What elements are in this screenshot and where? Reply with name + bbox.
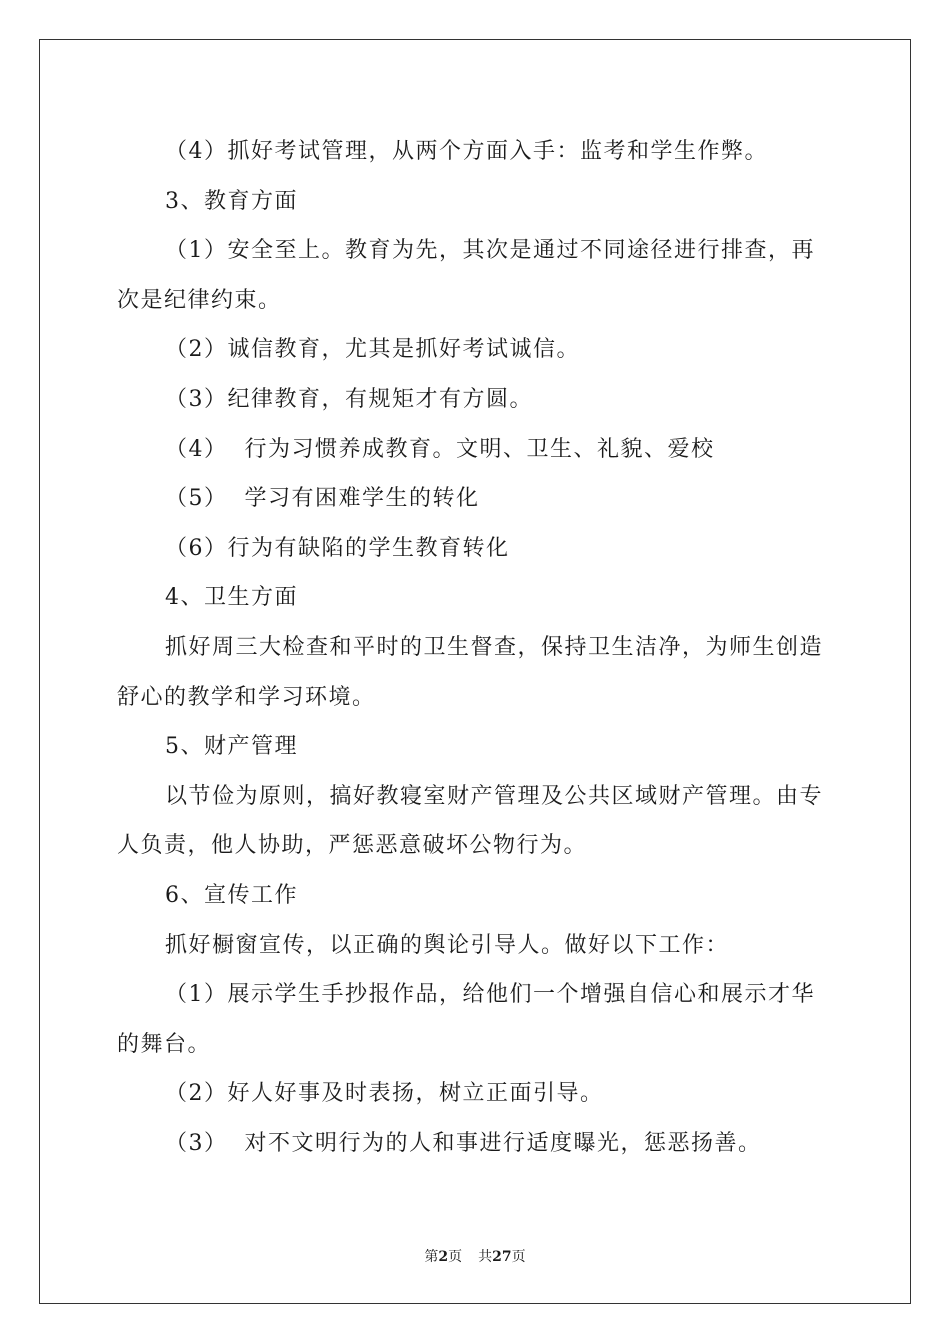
paragraph-line: 的舞台。: [117, 1031, 212, 1057]
paragraph-line: 以节俭为原则，搞好教寝室财产管理及公共区域财产管理。由专: [165, 783, 824, 809]
section-heading: 3、教育方面: [165, 188, 298, 214]
page-suffix: 页: [448, 1249, 463, 1265]
section-heading: 5、财产管理: [165, 734, 298, 760]
paragraph-line: 次是纪律约束。: [117, 287, 282, 313]
paragraph-line: （5） 学习有困难学生的转化: [165, 486, 480, 512]
paragraph-line: （3） 对不文明行为的人和事进行适度曝光，惩恶扬善。: [165, 1130, 762, 1156]
page-prefix: 第: [424, 1249, 439, 1265]
paragraph-line: （1）展示学生手抄报作品，给他们一个增强自信心和展示才华: [165, 982, 815, 1008]
total-pages: 27: [492, 1249, 512, 1265]
paragraph-line: （4）抓好考试管理，从两个方面入手：监考和学生作弊。: [165, 139, 768, 164]
paragraph-line: （2）诚信教育，尤其是抓好考试诚信。: [165, 337, 580, 363]
paragraph-line: 舒心的教学和学习环境。: [117, 684, 376, 710]
paragraph-line: 人负责，他人协助，严惩恶意破坏公物行为。: [117, 833, 588, 859]
document-body: [117, 127, 837, 1168]
paragraph-line: （6）行为有缺陷的学生教育转化: [165, 535, 510, 561]
paragraph-line: 抓好橱窗宣传，以正确的舆论引导人。做好以下工作：: [165, 932, 730, 958]
paragraph-line: （3）纪律教育，有规矩才有方圆。: [165, 386, 533, 412]
total-prefix: 共: [478, 1249, 493, 1265]
page-footer: [0, 1246, 950, 1266]
paragraph-line: （4） 行为习惯养成教育。文明、卫生、礼貌、爱校: [165, 436, 715, 462]
total-suffix: 页: [511, 1249, 526, 1265]
section-heading: 6、宣传工作: [165, 882, 298, 908]
section-heading: 4、卫生方面: [165, 585, 298, 611]
paragraph-line: （1）安全至上。教育为先，其次是通过不同途径进行排查，再: [165, 238, 815, 264]
page-number: 2: [438, 1249, 449, 1265]
paragraph-line: 抓好周三大检查和平时的卫生督查，保持卫生洁净，为师生创造: [165, 634, 824, 660]
paragraph-line: （2）好人好事及时表扬，树立正面引导。: [165, 1081, 604, 1107]
